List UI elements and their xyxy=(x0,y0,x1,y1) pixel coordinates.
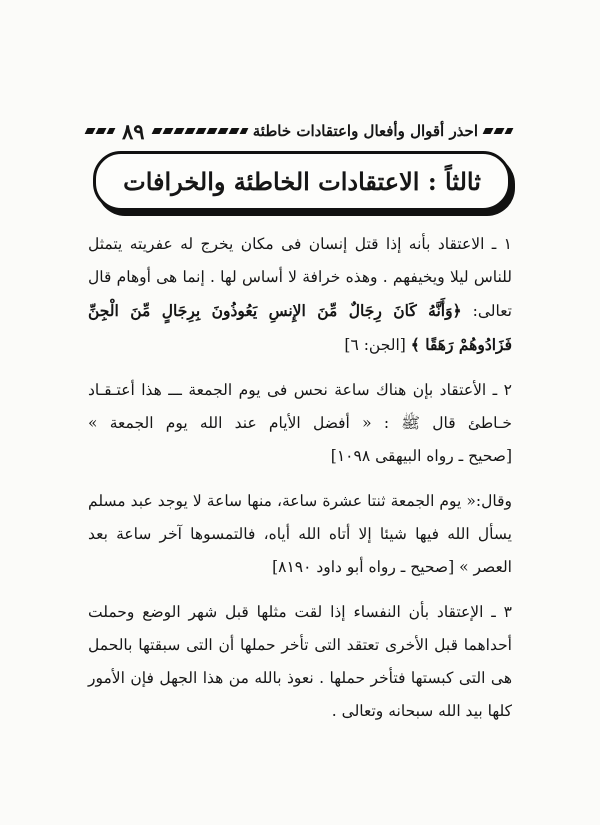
page-body xyxy=(88,228,512,740)
page-number: ٨٩ xyxy=(122,118,145,144)
hadith-source-2: [صحيح ـ رواه أبو داود ٨١٩٠] xyxy=(272,558,455,576)
running-header xyxy=(86,118,512,144)
hadith-source-1: [صحيح ـ رواه البيهقى ١٠٩٨] xyxy=(330,447,512,465)
quran-verse: ﴿وَأَنَّهُ كَانَ رِجَالٌ مِّنَ الإِنسِ يَعُوذُونَ بِرِجَالٍ مِّنَ الْجِنِّ فَزَادُوهُمْ رَهَقًا ﴾ xyxy=(88,301,512,354)
header-ornament-right xyxy=(483,128,514,134)
paragraph-3-text: وقال:« يوم الجمعة ثنتا عشرة ساعة، منها ساعة لا يوجد عبد مسلم يسأل الله فيها شيئا إلا أتاه الله أياه، فالتمسوها آخر ساعة بعد العصر » xyxy=(88,492,512,576)
running-header-title: احذر أقوال وأفعال واعتقادات خاطئة xyxy=(252,122,478,140)
paragraph-1 xyxy=(88,228,512,362)
section-banner xyxy=(93,151,511,211)
paragraph-2 xyxy=(88,374,512,473)
paragraph-2-text: ٢ ـ الأعتقاد بإن هناك ساعة نحس فى يوم الجمعة ـــ هذا أعتـقـاد خـاطئ قال ﷺ : « أفضل الأيام عند الله يوم الجمعة » xyxy=(88,381,512,432)
verse-reference: [الجن: ٦] xyxy=(344,336,406,354)
paragraph-1-text: ١ ـ الاعتقاد بأنه إذا قتل إنسان فى مكان يخرج له عفريته يتمثل للناس ليلا ويخيفهم . وهذه خرافة لا أساس لها . إنما هى أوهام قال تعالى: xyxy=(88,235,512,320)
paragraph-4 xyxy=(88,596,512,728)
paragraph-4-text: ٣ ـ الإعتقاد بأن النفساء إذا لقت مثلها قبل شهر الوضع وحملت أحداهما قبل الأخرى تعتقد التى تأخر حملها أن التى سبقتها بالحمل هى التى كبستها فتأخر حملها . نعوذ بالله من هذا الجهل فإن الأمور كلها بيد الله سبحانه وتعالى . xyxy=(88,603,512,720)
header-ornament-end xyxy=(85,128,116,134)
paragraph-3 xyxy=(88,485,512,584)
header-ornament-left xyxy=(151,128,248,134)
section-title: ثالثاً : الاعتقادات الخاطئة والخرافات xyxy=(123,166,481,196)
